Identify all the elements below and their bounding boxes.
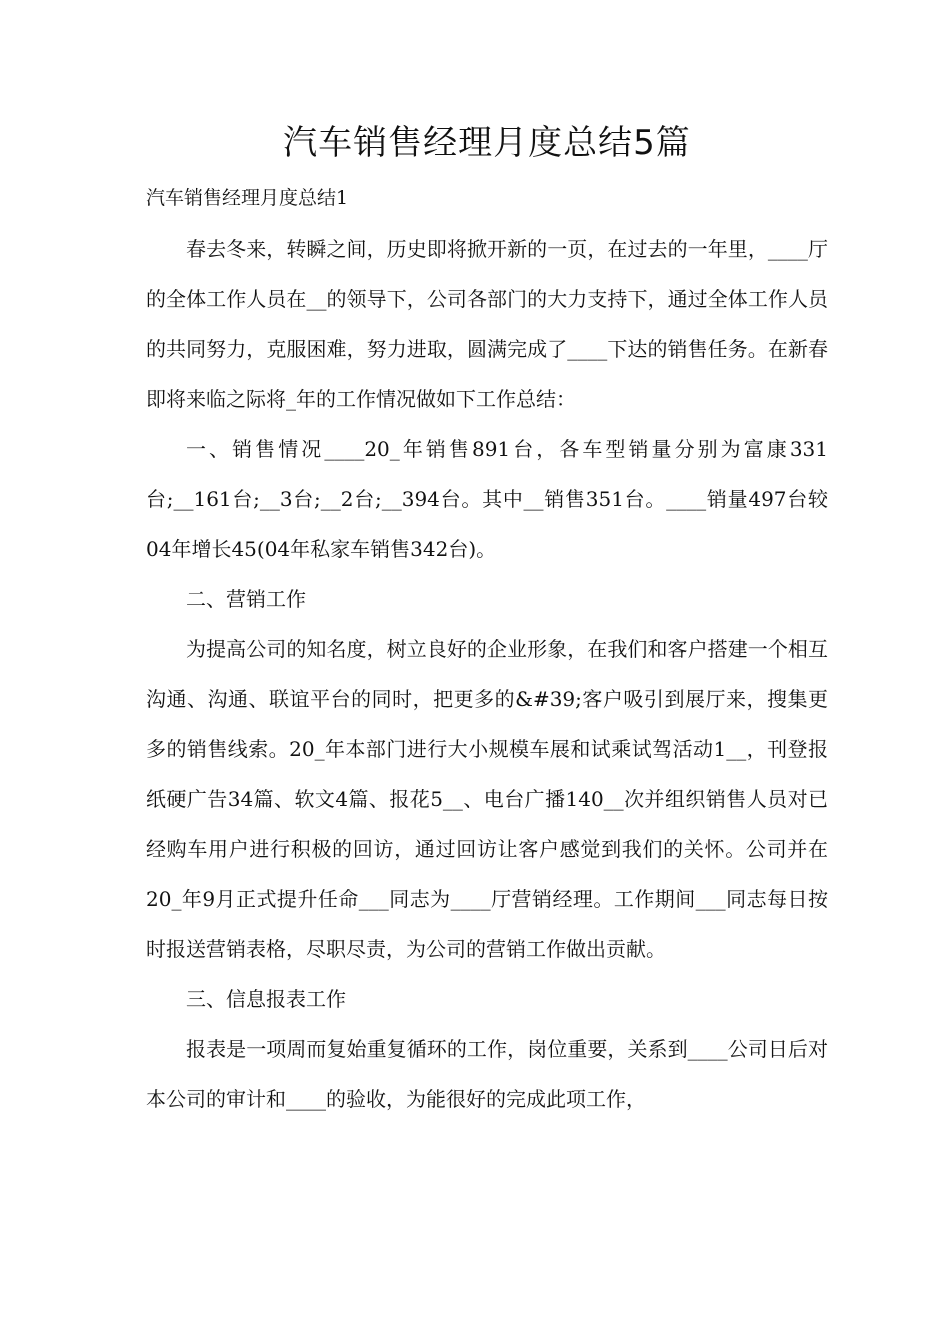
section-heading-marketing: 二、营销工作 — [186, 587, 306, 611]
paragraph-reports: 报表是一项周而复始重复循环的工作，岗位重要，关系到____公司日后对本公司的审计和____的验收，为能很好的完成此项工作， — [146, 1037, 828, 1111]
paragraph-sales-situation: 一、销售情况____20_年销售891台，各车型销量分别为富康331台;__161台;__3台;__2台;__394台。其中__销售351台。____销量497台较04年增长45(04年私家车销售342台)。 — [146, 437, 828, 561]
document-title: 汽车销售经理月度总结5篇 — [283, 123, 691, 163]
paragraph-marketing: 为提高公司的知名度，树立良好的企业形象，在我们和客户搭建一个相互沟通、沟通、联谊平台的同时，把更多的&#39;客户吸引到展厅来，搜集更多的销售线索。20_年本部门进行大小规模车展和试乘试驾活动1__，刊登报纸硬广告34篇、软文4篇、报花5__、电台广播140__次并组织销售人员对已经购车用户进行积极的回访，通过回访让客户感觉到我们的关怀。公司并在20_年9月正式提升任命___同志为____厅营销经理。工作期间___同志每日按时报送营销表格，尽职尽责，为公司的营销工作做出贡献。 — [146, 637, 828, 961]
section-heading-reports: 三、信息报表工作 — [186, 987, 346, 1011]
document-subtitle: 汽车销售经理月度总结1 — [146, 187, 349, 209]
paragraph-intro: 春去冬来，转瞬之间，历史即将掀开新的一页，在过去的一年里，____厅的全体工作人员在__的领导下，公司各部门的大力支持下，通过全体工作人员的共同努力，克服困难，努力进取，圆满完成了____下达的销售任务。在新春即将来临之际将_年的工作情况做如下工作总结： — [146, 237, 828, 411]
